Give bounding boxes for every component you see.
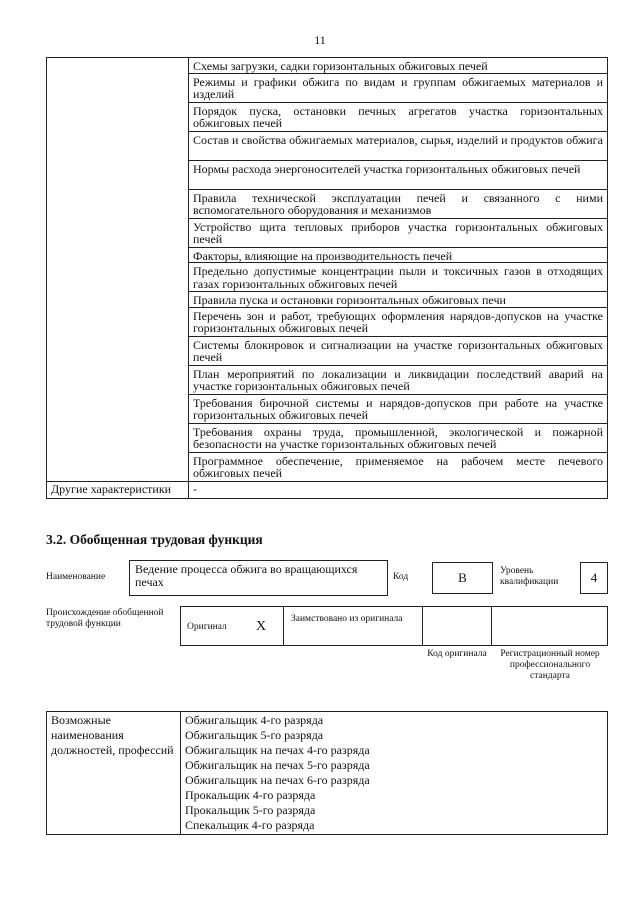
knowledge-item: Порядок пуска, остановки печных агрегатов участка горизонтальных обжиговых печей xyxy=(189,102,608,131)
list-item: Прокальщик 5-го разряда xyxy=(185,803,316,817)
function-name-value: Ведение процесса обжига во вращающихся печах xyxy=(135,562,358,589)
origin-label: Происхождение обобщенной трудовой функции xyxy=(46,608,164,629)
list-item: Обжигальщик на печах 4-го разряда xyxy=(185,743,370,757)
page-number: 11 xyxy=(314,33,326,47)
other-characteristics-label: Другие характеристики xyxy=(47,481,189,498)
table-row xyxy=(47,58,608,74)
knowledge-item: Требования охраны труда, промышленной, экологической и пожарной безопасности на участке горизонтальных обжиговых печей xyxy=(189,423,608,452)
positions-label: Возможные наименования должностей, профессий xyxy=(47,712,181,835)
origin-divider xyxy=(491,606,492,646)
code-value: B xyxy=(458,570,467,585)
origin-divider xyxy=(422,606,423,646)
qualification-level-value: 4 xyxy=(590,570,598,585)
code-label: Код xyxy=(393,572,409,582)
knowledge-item: Правила технической эксплуатации печей и связанного с ними вспомогательного оборудования и механизмов xyxy=(189,189,608,218)
knowledge-item: Программное обеспечение, применяемое на рабочем месте печевого обжиговых печей xyxy=(189,452,608,481)
list-item: Спекальщик 4-го разряда xyxy=(185,818,315,832)
origin-box xyxy=(180,606,608,646)
original-label: Оригинал xyxy=(187,622,227,632)
list-item: Обжигальщик на печах 5-го разряда xyxy=(185,758,370,772)
qualification-level-box xyxy=(580,562,608,594)
knowledge-item: Устройство щита тепловых приборов участка горизонтальных обжиговых печей xyxy=(189,218,608,247)
knowledge-item: Нормы расхода энергоносителей участка горизонтальных обжиговых печей xyxy=(189,160,608,189)
code-box xyxy=(432,562,493,594)
list-item: Прокальщик 4-го разряда xyxy=(185,788,316,802)
qualification-level-label: Уровень квалификации xyxy=(500,566,559,587)
knowledge-item: Режимы и графики обжига по видам и группам обжигаемых материалов и изделий xyxy=(189,73,608,102)
table-row xyxy=(47,712,608,835)
knowledge-table xyxy=(46,57,608,499)
borrowed-label: Заимствовано из оригинала xyxy=(291,614,403,624)
other-characteristics-value: - xyxy=(189,481,608,498)
origin-divider xyxy=(283,606,284,646)
knowledge-item: Предельно допустимые концентрации пыли и токсичных газов в отходящих газах горизонтальных обжиговых печей xyxy=(189,263,608,292)
list-item: Обжигальщик 5-го разряда xyxy=(185,728,324,742)
knowledge-item: Состав и свойства обжигаемых материалов, сырья, изделий и продуктов обжига xyxy=(189,131,608,160)
name-label: Наименование xyxy=(46,572,106,582)
list-item: Обжигальщик на печах 6-го разряда xyxy=(185,773,370,787)
knowledge-item: Требования бирочной системы и нарядов-допусков при работе на участке горизонтальных обжиговых печей xyxy=(189,394,608,423)
table-cell-left xyxy=(47,58,189,482)
knowledge-item: Перечень зон и работ, требующих оформления нарядов-допусков на участке горизонтальных обжиговых печей xyxy=(189,307,608,336)
section-title: 3.2. Обобщенная трудовая функция xyxy=(46,532,263,547)
knowledge-item: Правила пуска и остановки горизонтальных обжиговых печи xyxy=(189,292,608,308)
original-mark: X xyxy=(256,619,267,634)
function-name-box xyxy=(129,560,388,596)
list-item: Обжигальщик 4-го разряда xyxy=(185,713,324,727)
knowledge-item: План мероприятий по локализации и ликвидации последствий аварий на участке горизонтальных обжиговых печей xyxy=(189,365,608,394)
table-row xyxy=(47,481,608,498)
code-original-caption: Код оригинала xyxy=(427,649,487,659)
registration-number-caption: Регистрационный номер профессионального стандарта xyxy=(500,649,600,681)
knowledge-item: Системы блокировок и сигнализации на участке горизонтальных обжиговых печей xyxy=(189,336,608,365)
positions-list xyxy=(181,712,608,835)
knowledge-item: Факторы, влияющие на производительность печей xyxy=(189,247,608,263)
knowledge-item: Схемы загрузки, садки горизонтальных обжиговых печей xyxy=(189,58,608,74)
positions-table xyxy=(46,711,608,835)
